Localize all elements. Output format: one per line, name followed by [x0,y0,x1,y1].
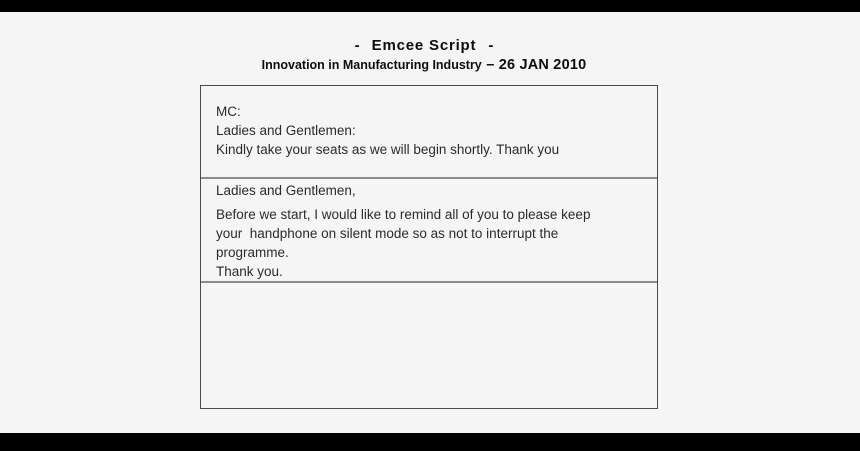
script-line: Ladies and Gentlemen: [216,123,356,138]
bottom-black-bar [0,433,860,451]
script-row-empty [201,281,657,408]
script-line: Thank you. [216,264,283,279]
script-line: programme. [216,245,289,260]
event-date: – 26 JAN 2010 [486,57,587,73]
script-paragraph [216,205,647,281]
page-title [0,37,848,55]
script-line: Before we start, I would like to remind all of you to please keep [216,207,591,222]
script-line: Ladies and Gentlemen, [216,183,356,198]
script-row-opening [201,86,657,177]
top-black-bar [0,0,860,12]
script-row-reminder [201,177,657,281]
title-dash-left: - [354,37,360,54]
script-line: Kindly take your seats as we will begin shortly. Thank you [216,142,560,157]
title-text: Emcee Script [371,37,477,54]
event-name: Innovation in Manufacturing Industry [261,58,482,72]
title-dash-right: - [488,37,494,54]
page-subtitle [0,56,848,74]
script-table [200,85,658,409]
script-line: your handphone on silent mode so as not to interrupt the [216,226,559,241]
script-line: MC: [216,104,241,119]
